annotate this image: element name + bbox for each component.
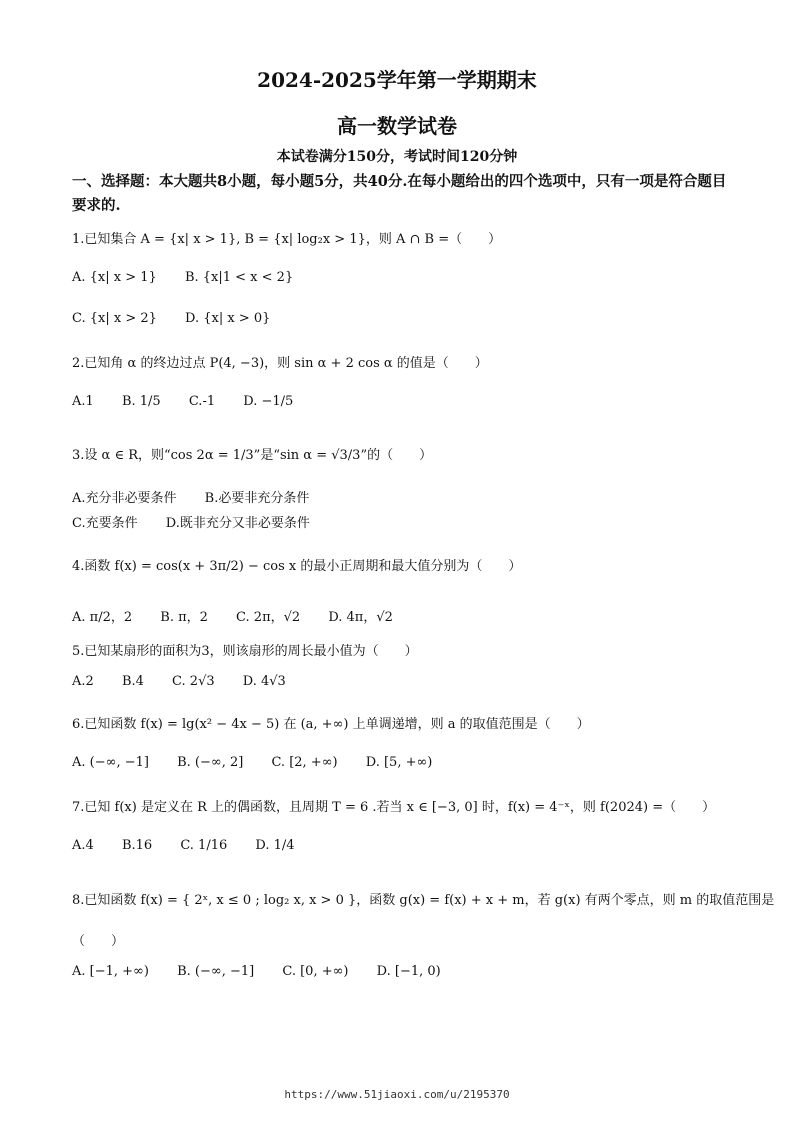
footer-watermark-url[interactable]: https://www.51jiaoxi.com/u/2195370 bbox=[284, 1088, 510, 1101]
q7-option-a: A.4 bbox=[72, 838, 94, 853]
q4-options bbox=[72, 606, 393, 625]
q3-options bbox=[72, 487, 309, 506]
q8-option-b: B. (−∞, −1] bbox=[177, 964, 255, 979]
q7-option-d: D. 1/4 bbox=[255, 838, 295, 853]
q2-option-d: D. −1/5 bbox=[243, 394, 294, 409]
q2-option-b: B. 1/5 bbox=[121, 394, 161, 409]
q7-option-c: C. 1/16 bbox=[180, 838, 228, 853]
q5-options bbox=[72, 674, 286, 689]
q7-options bbox=[72, 838, 295, 853]
q1-option-a: A. {x| x > 1} bbox=[72, 270, 157, 285]
exam-info: 本试卷满分150分，考试时间120分钟 bbox=[276, 149, 518, 165]
q2-option-c: C.-1 bbox=[188, 394, 216, 409]
q2-option-a: A.1 bbox=[72, 394, 94, 409]
q3-option-d: D.既非充分又非必要条件 bbox=[165, 516, 310, 531]
q3-option-a: A.充分非必要条件 bbox=[72, 491, 177, 506]
q8-option-d: D. [−1, 0) bbox=[376, 964, 441, 979]
q7-option-b: B.16 bbox=[121, 838, 153, 853]
q5-option-a: A.2 bbox=[72, 674, 94, 689]
q1-option-d: D. {x| x > 0} bbox=[185, 311, 271, 326]
q8-stem-cont: （ ） bbox=[72, 934, 125, 949]
q4-stem: 4.函数 f(x) = cos(x + 3π/2) − cos x 的最小正周期和最大值分别为（ ） bbox=[72, 559, 522, 574]
q8-options bbox=[72, 964, 441, 979]
q7-stem: 7.已知 f(x) 是定义在 R 上的偶函数，且周期 T = 6 .若当 x ∈ [−3, 0] 时，f(x) = 4⁻ˣ，则 f(2024) =（ ） bbox=[72, 800, 716, 815]
q6-options bbox=[72, 755, 432, 770]
q6-option-b: B. (−∞, 2] bbox=[177, 755, 244, 770]
q2-options bbox=[72, 394, 293, 409]
q6-option-a: A. (−∞, −1] bbox=[72, 755, 149, 770]
q6-stem: 6.已知函数 f(x) = lg(x² − 4x − 5) 在 (a, +∞) 上单调递增，则 a 的取值范围是（ ） bbox=[72, 717, 590, 732]
q1-options-2 bbox=[72, 311, 270, 326]
q1-option-b: B. {x|1 < x < 2} bbox=[184, 270, 294, 285]
q8-option-a: A. [−1, +∞) bbox=[72, 964, 149, 979]
q6-option-d: D. [5, +∞) bbox=[365, 755, 433, 770]
q3-option-b: B.必要非充分条件 bbox=[204, 491, 310, 506]
q3-stem: 3.设 α ∈ R，则“cos 2α = 1/3”是“sin α = √3/3”的（ ） bbox=[72, 448, 433, 463]
q4-option-c: C. 2π，√2 bbox=[236, 610, 301, 625]
section-heading: 一、选择题：本大题共8小题，每小题5分，共40分.在每小题给出的四个选项中，只有一项是符合题目要求的. bbox=[72, 173, 727, 214]
q6-option-c: C. [2, +∞) bbox=[271, 755, 338, 770]
q5-stem: 5.已知某扇形的面积为3，则该扇形的周长最小值为（ ） bbox=[72, 644, 418, 659]
q8-stem: 8.已知函数 f(x) = { 2ˣ, x ≤ 0 ; log₂ x, x > 0 }，函数 g(x) = f(x) + x + m，若 g(x) 有两个零点，则 m 的取值范围是 bbox=[72, 893, 775, 908]
q3-option-c: C.充要条件 bbox=[72, 516, 138, 531]
exam-title: 2024-2025学年第一学期期末 bbox=[257, 68, 537, 92]
q4-option-a: A. π/2，2 bbox=[72, 610, 133, 625]
q5-option-b: B.4 bbox=[121, 674, 144, 689]
q5-option-d: D. 4√3 bbox=[242, 674, 286, 689]
q1-stem: 1.已知集合 A = {x| x > 1}, B = {x| log₂x > 1}，则 A ∩ B =（ ） bbox=[72, 232, 502, 247]
q4-option-b: B. π，2 bbox=[160, 610, 208, 625]
q2-stem: 2.已知角 α 的终边过点 P(4, −3)，则 sin α + 2 cos α 的值是（ ） bbox=[72, 356, 488, 371]
q1-options bbox=[72, 270, 293, 285]
exam-subtitle: 高一数学试卷 bbox=[337, 114, 457, 138]
q8-option-c: C. [0, +∞) bbox=[282, 964, 349, 979]
q1-option-c: C. {x| x > 2} bbox=[72, 311, 157, 326]
q5-option-c: C. 2√3 bbox=[172, 674, 215, 689]
q3-options-2 bbox=[72, 512, 310, 531]
q4-option-d: D. 4π，√2 bbox=[328, 610, 393, 625]
